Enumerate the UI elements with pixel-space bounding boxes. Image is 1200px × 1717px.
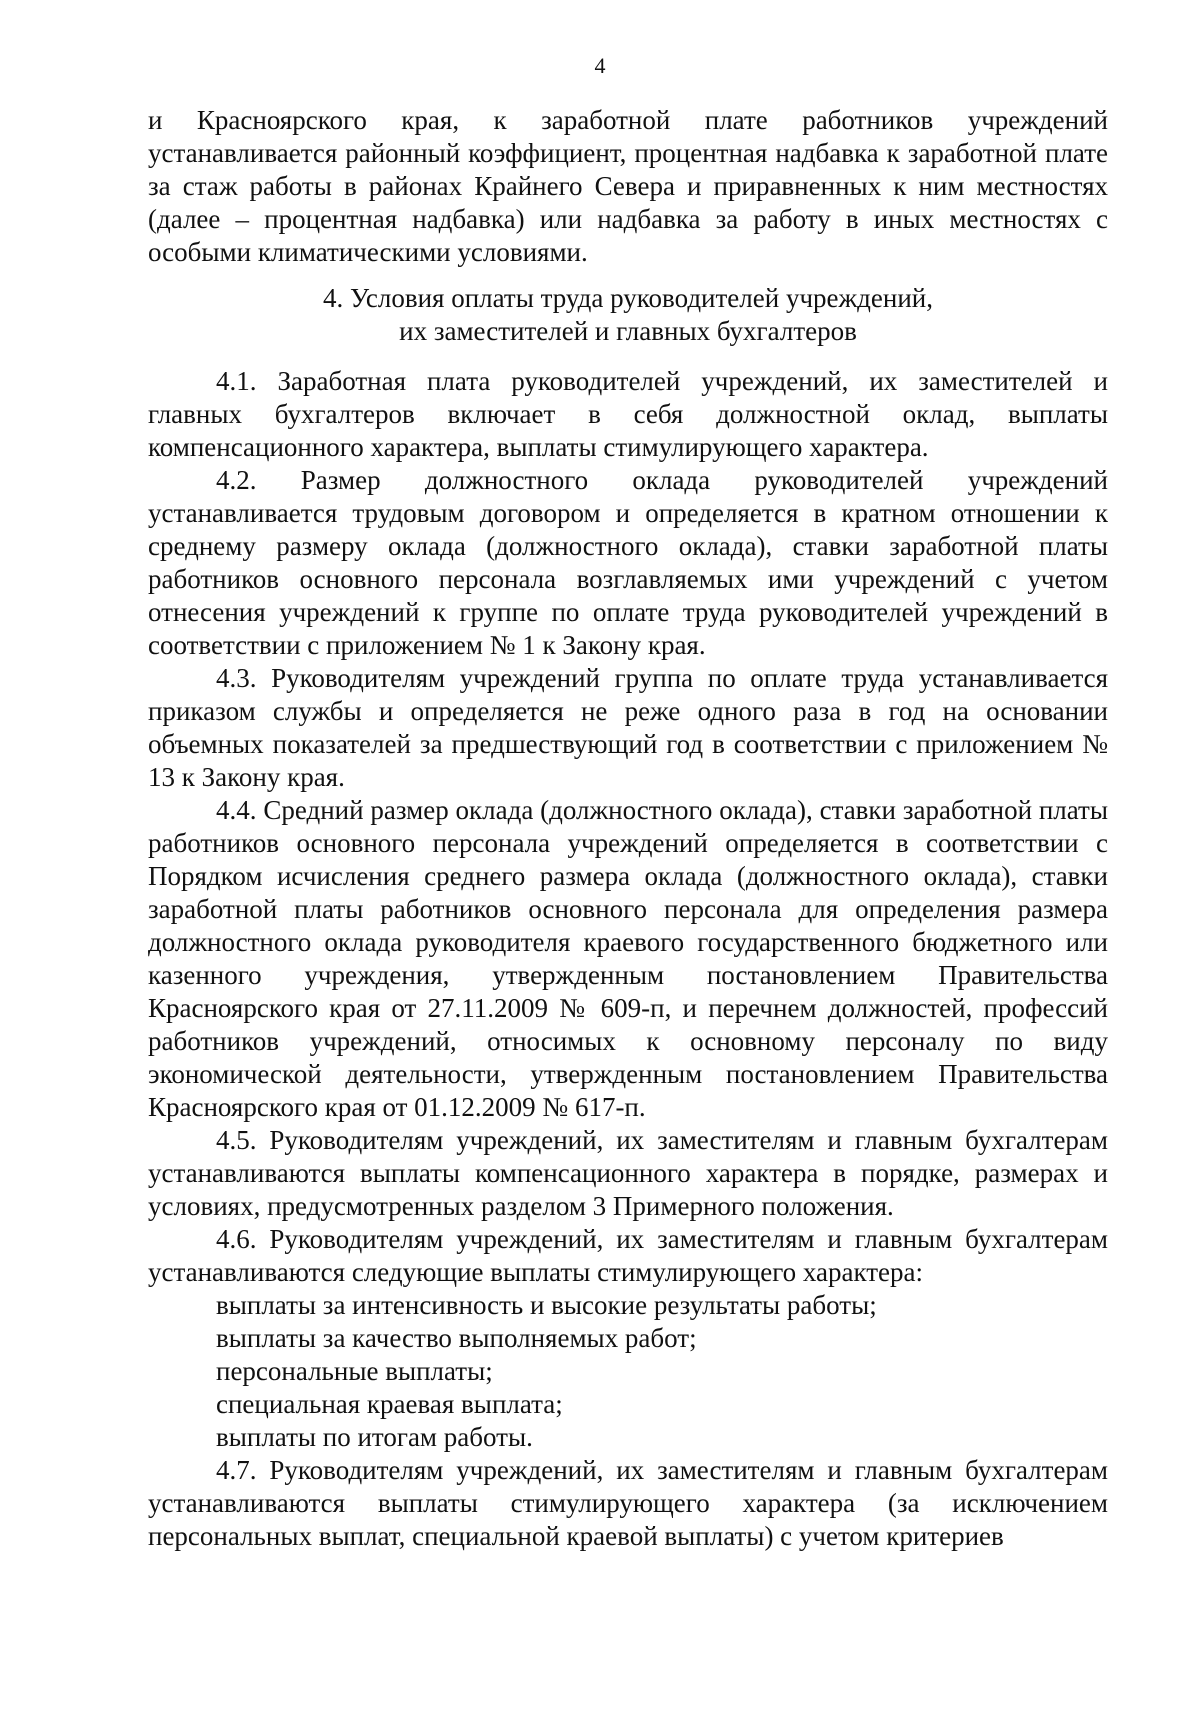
section-heading-line-2: их заместителей и главных бухгалтеров: [399, 316, 857, 346]
page-number: 4: [594, 53, 606, 78]
list-item: персональные выплаты;: [216, 1356, 493, 1386]
intro-paragraph-block: [148, 104, 1108, 269]
paragraph-4-4: 4.4. Средний размер оклада (должностного оклада), ставки заработной платы работников основного персонала учреждений определяется в соответствии с Порядком исчисления среднего размера оклада (должностного оклада), ставки заработной платы работников основного персонала для определения размера должностного оклада руководителя краевого государственного бюджетного или казенного учреждения, утвержденным постановлением Правительства Красноярского края от 27.11.2009 № 609-п, и перечнем должностей, профессий работников учреждений, относимых к основному персоналу по виду экономической деятельности, утвержденным постановлением Правительства Красноярского края от 01.12.2009 № 617-п.: [148, 795, 1108, 1122]
paragraph-4-5: 4.5. Руководителям учреждений, их заместителям и главным бухгалтерам устанавливаются выплаты компенсационного характера в порядке, размерах и условиях, предусмотренных разделом 3 Примерного положения.: [148, 1125, 1108, 1221]
list-item: выплаты за качество выполняемых работ;: [216, 1323, 697, 1353]
list-item: выплаты за интенсивность и высокие результаты работы;: [216, 1290, 877, 1320]
paragraph-4-6: 4.6. Руководителям учреждений, их заместителям и главным бухгалтерам устанавливаются следующие выплаты стимулирующего характера:: [148, 1224, 1108, 1287]
intro-paragraph: и Красноярского края, к заработной плате работников учреждений устанавливается районный коэффициент, процентная надбавка к заработной плате за стаж работы в районах Крайнего Севера и приравненных к ним местностях (далее – процентная надбавка) или надбавка за работу в иных местностях с особыми климатическими условиями.: [148, 105, 1108, 267]
section-body: [148, 365, 1108, 1553]
paragraph-4-7: 4.7. Руководителям учреждений, их заместителям и главным бухгалтерам устанавливаются выплаты стимулирующего характера (за исключением персональных выплат, специальной краевой выплаты) с учетом критериев: [148, 1455, 1108, 1551]
paragraph-4-3: 4.3. Руководителям учреждений группа по оплате труда устанавливается приказом службы и определяется не реже одного раза в год на основании объемных показателей за предшествующий год в соответствии с приложением № 13 к Закону края.: [148, 663, 1108, 792]
list-item: специальная краевая выплата;: [216, 1389, 563, 1419]
paragraph-4-1: 4.1. Заработная плата руководителей учреждений, их заместителей и главных бухгалтеров включает в себя должностной оклад, выплаты компенсационного характера, выплаты стимулирующего характера.: [148, 366, 1108, 462]
list-item: выплаты по итогам работы.: [216, 1422, 533, 1452]
paragraph-4-2: 4.2. Размер должностного оклада руководителей учреждений устанавливается трудовым договором и определяется в кратном отношении к среднему размеру оклада (должностного оклада), ставки заработной платы работников основного персонала возглавляемых ими учреждений с учетом отнесения учреждений к группе по оплате труда руководителей учреждений в соответствии с приложением № 1 к Закону края.: [148, 465, 1108, 660]
section-heading-line-1: 4. Условия оплаты труда руководителей учреждений,: [323, 283, 933, 313]
section-heading: [148, 282, 1108, 348]
